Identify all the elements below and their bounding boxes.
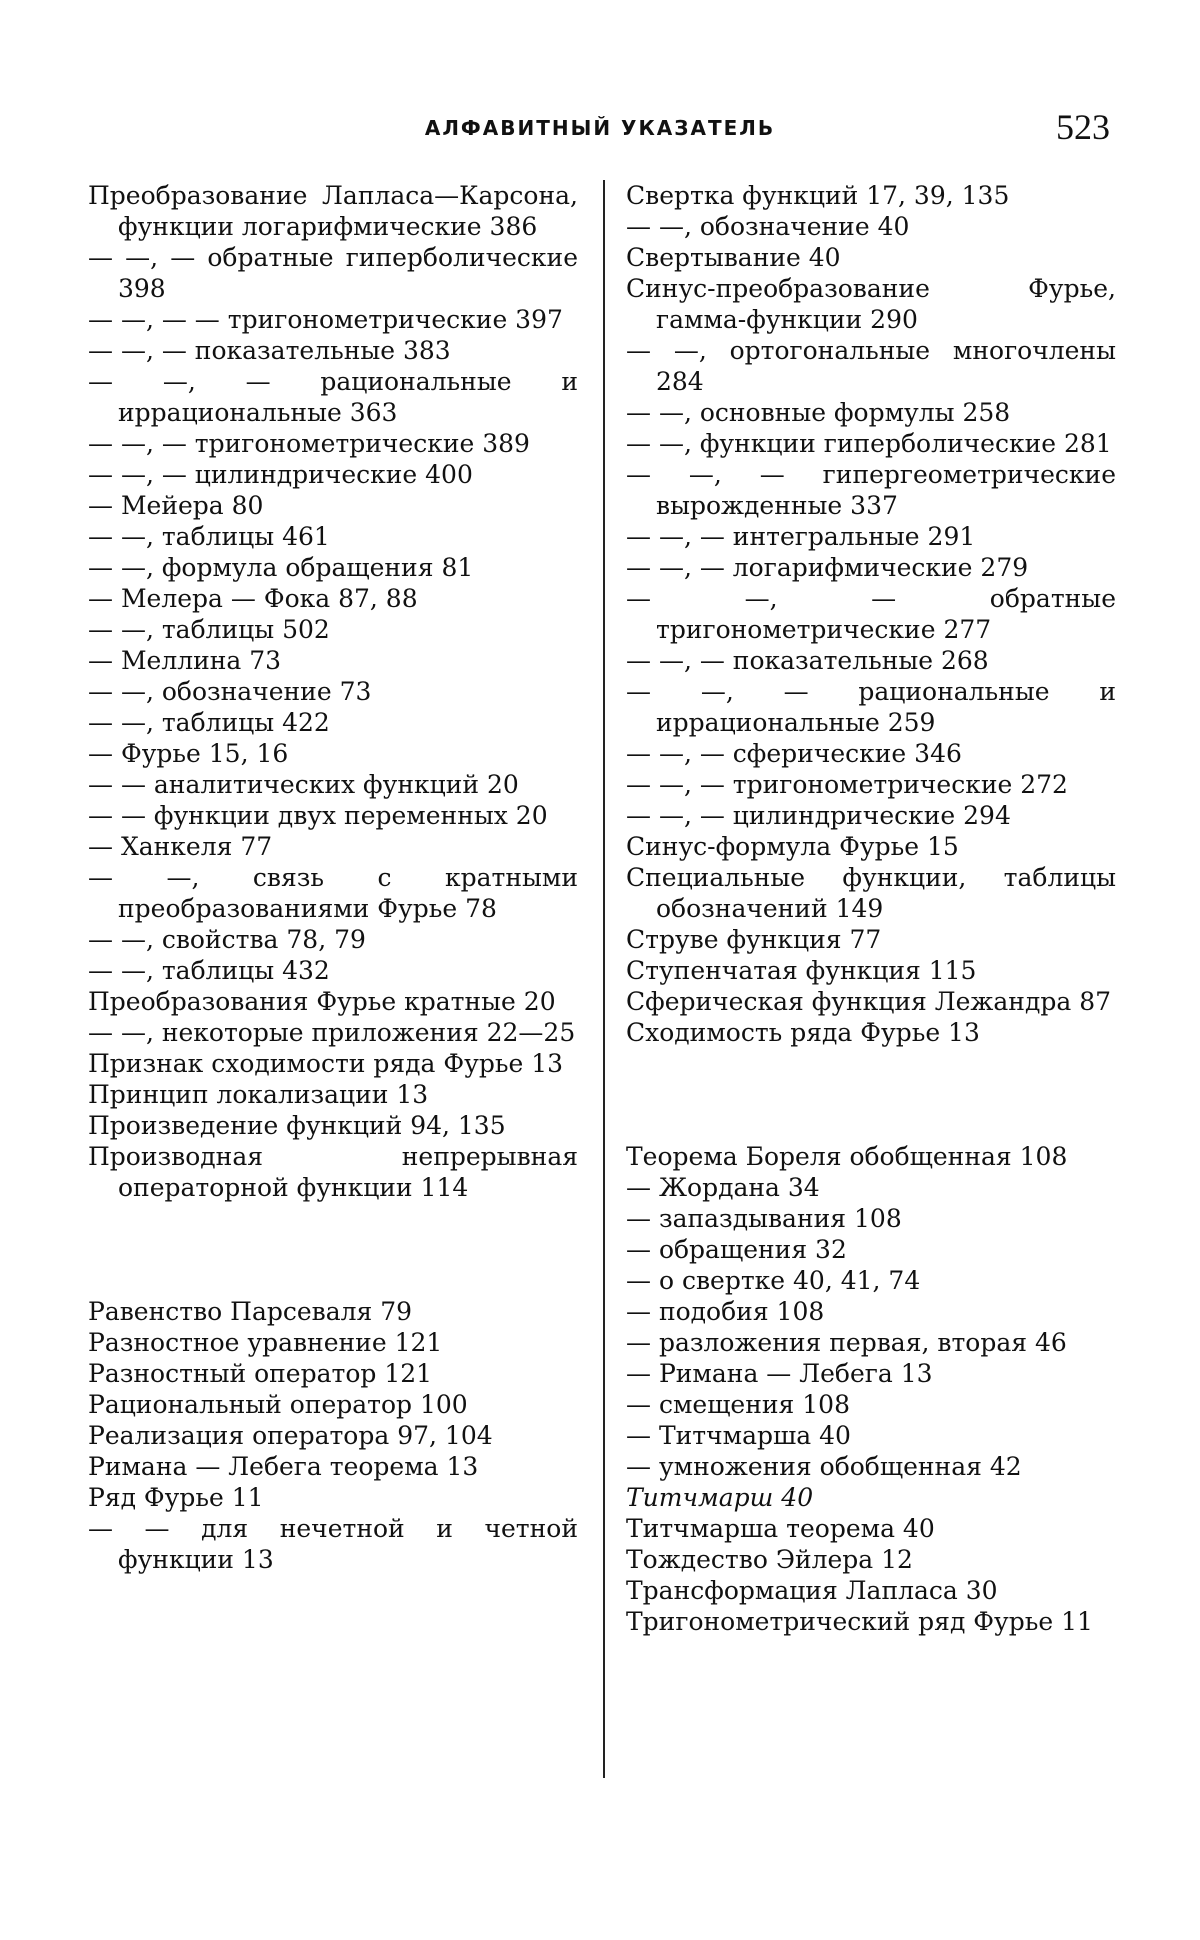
index-entry: — —, ортогональные многочлены 284: [626, 335, 1116, 397]
index-entry: Реализация оператора 97, 104: [88, 1420, 578, 1451]
index-entry: Преобразования Фурье кратные 20: [88, 986, 578, 1017]
index-entry: Тождество Эйлера 12: [626, 1544, 1116, 1575]
index-entry: — —, — интегральные 291: [626, 521, 1116, 552]
index-entry: Преобразование Лапласа—Карсона, функции логарифмические 386: [88, 180, 578, 242]
index-entry: — — для нечетной и четной функции 13: [88, 1513, 578, 1575]
index-entry: — умножения обобщенная 42: [626, 1451, 1116, 1482]
index-entry: — —, — показательные 268: [626, 645, 1116, 676]
index-entry: Сходимость ряда Фурье 13: [626, 1017, 1116, 1048]
index-entry: — подобия 108: [626, 1296, 1116, 1327]
index-entry: — Мейера 80: [88, 490, 578, 521]
column-divider: [603, 180, 605, 1778]
index-entry: Титчмарш 40: [626, 1482, 1116, 1513]
index-entry: Признак сходимости ряда Фурье 13: [88, 1048, 578, 1079]
index-entry: — —, основные формулы 258: [626, 397, 1116, 428]
index-entry: — смещения 108: [626, 1389, 1116, 1420]
index-entry: — —, — цилиндрические 294: [626, 800, 1116, 831]
index-entry: — Мелера — Фока 87, 88: [88, 583, 578, 614]
running-head: АЛФАВИТНЫЙ УКАЗАТЕЛЬ: [90, 116, 1110, 140]
index-entry: — —, — обратные тригонометрические 277: [626, 583, 1116, 645]
index-entry: — —, — цилиндрические 400: [88, 459, 578, 490]
index-entry: — —, — логарифмические 279: [626, 552, 1116, 583]
index-entry: Принцип локализации 13: [88, 1079, 578, 1110]
index-entry: — —, обозначение 40: [626, 211, 1116, 242]
index-entry: Разностный оператор 121: [88, 1358, 578, 1389]
index-entry: — —, формула обращения 81: [88, 552, 578, 583]
index-entry: — Ханкеля 77: [88, 831, 578, 862]
index-entry: Струве функция 77: [626, 924, 1116, 955]
left-column: [88, 180, 578, 1575]
index-entry: Синус-преобразование Фурье, гамма-функции 290: [626, 273, 1116, 335]
section-gap: [626, 1048, 1116, 1141]
index-entry: Производная непрерывная операторной функции 114: [88, 1141, 578, 1203]
index-entry: Разностное уравнение 121: [88, 1327, 578, 1358]
index-entry: Рациональный оператор 100: [88, 1389, 578, 1420]
index-entry: Специальные функции, таблицы обозначений 149: [626, 862, 1116, 924]
index-entry: — —, — рациональные и иррациональные 259: [626, 676, 1116, 738]
index-entry: Свертка функций 17, 39, 135: [626, 180, 1116, 211]
index-entry: — —, свойства 78, 79: [88, 924, 578, 955]
index-entry: Свертывание 40: [626, 242, 1116, 273]
index-entry: — обращения 32: [626, 1234, 1116, 1265]
index-entry: — —, — тригонометрические 389: [88, 428, 578, 459]
index-entry: — Фурье 15, 16: [88, 738, 578, 769]
index-entry: — —, таблицы 502: [88, 614, 578, 645]
index-entry: — —, функции гиперболические 281: [626, 428, 1116, 459]
section-gap: [88, 1203, 578, 1296]
index-entry: — Титчмарша 40: [626, 1420, 1116, 1451]
index-entry: Произведение функций 94, 135: [88, 1110, 578, 1141]
index-entry: Ряд Фурье 11: [88, 1482, 578, 1513]
index-entry: — —, — рациональные и иррациональные 363: [88, 366, 578, 428]
index-entry: Равенство Парсеваля 79: [88, 1296, 578, 1327]
index-entry: — — аналитических функций 20: [88, 769, 578, 800]
index-entry: — —, — гипергеометрические вырожденные 337: [626, 459, 1116, 521]
index-entry: — запаздывания 108: [626, 1203, 1116, 1234]
index-entry: — Римана — Лебега 13: [626, 1358, 1116, 1389]
index-entry: — —, таблицы 432: [88, 955, 578, 986]
index-entry: — —, связь с кратными преобразованиями Фурье 78: [88, 862, 578, 924]
index-entry: — —, — тригонометрические 272: [626, 769, 1116, 800]
index-entry: Сферическая функция Лежандра 87: [626, 986, 1116, 1017]
index-entry: — —, таблицы 422: [88, 707, 578, 738]
right-column: [626, 180, 1116, 1637]
index-entry: — —, — — тригонометрические 397: [88, 304, 578, 335]
index-columns: [88, 180, 1118, 1780]
page-header: [90, 100, 1110, 160]
index-entry: — —, некоторые приложения 22—25: [88, 1017, 578, 1048]
index-entry: Тригонометрический ряд Фурье 11: [626, 1606, 1116, 1637]
index-entry: Теорема Бореля обобщенная 108: [626, 1141, 1116, 1172]
index-entry: — разложения первая, вторая 46: [626, 1327, 1116, 1358]
index-entry: — —, — обратные гиперболические 398: [88, 242, 578, 304]
index-entry: Римана — Лебега теорема 13: [88, 1451, 578, 1482]
index-entry: — — функции двух переменных 20: [88, 800, 578, 831]
index-entry: Трансформация Лапласа 30: [626, 1575, 1116, 1606]
index-entry: Титчмарша теорема 40: [626, 1513, 1116, 1544]
index-entry: — —, таблицы 461: [88, 521, 578, 552]
index-page: [0, 0, 1200, 1940]
index-entry: Ступенчатая функция 115: [626, 955, 1116, 986]
index-entry: — —, обозначение 73: [88, 676, 578, 707]
index-entry: — —, — показательные 383: [88, 335, 578, 366]
index-entry: Синус-формула Фурье 15: [626, 831, 1116, 862]
index-entry: — Меллина 73: [88, 645, 578, 676]
index-entry: — Жордана 34: [626, 1172, 1116, 1203]
index-entry: — о свертке 40, 41, 74: [626, 1265, 1116, 1296]
index-entry: — —, — сферические 346: [626, 738, 1116, 769]
page-number: 523: [1056, 106, 1110, 148]
